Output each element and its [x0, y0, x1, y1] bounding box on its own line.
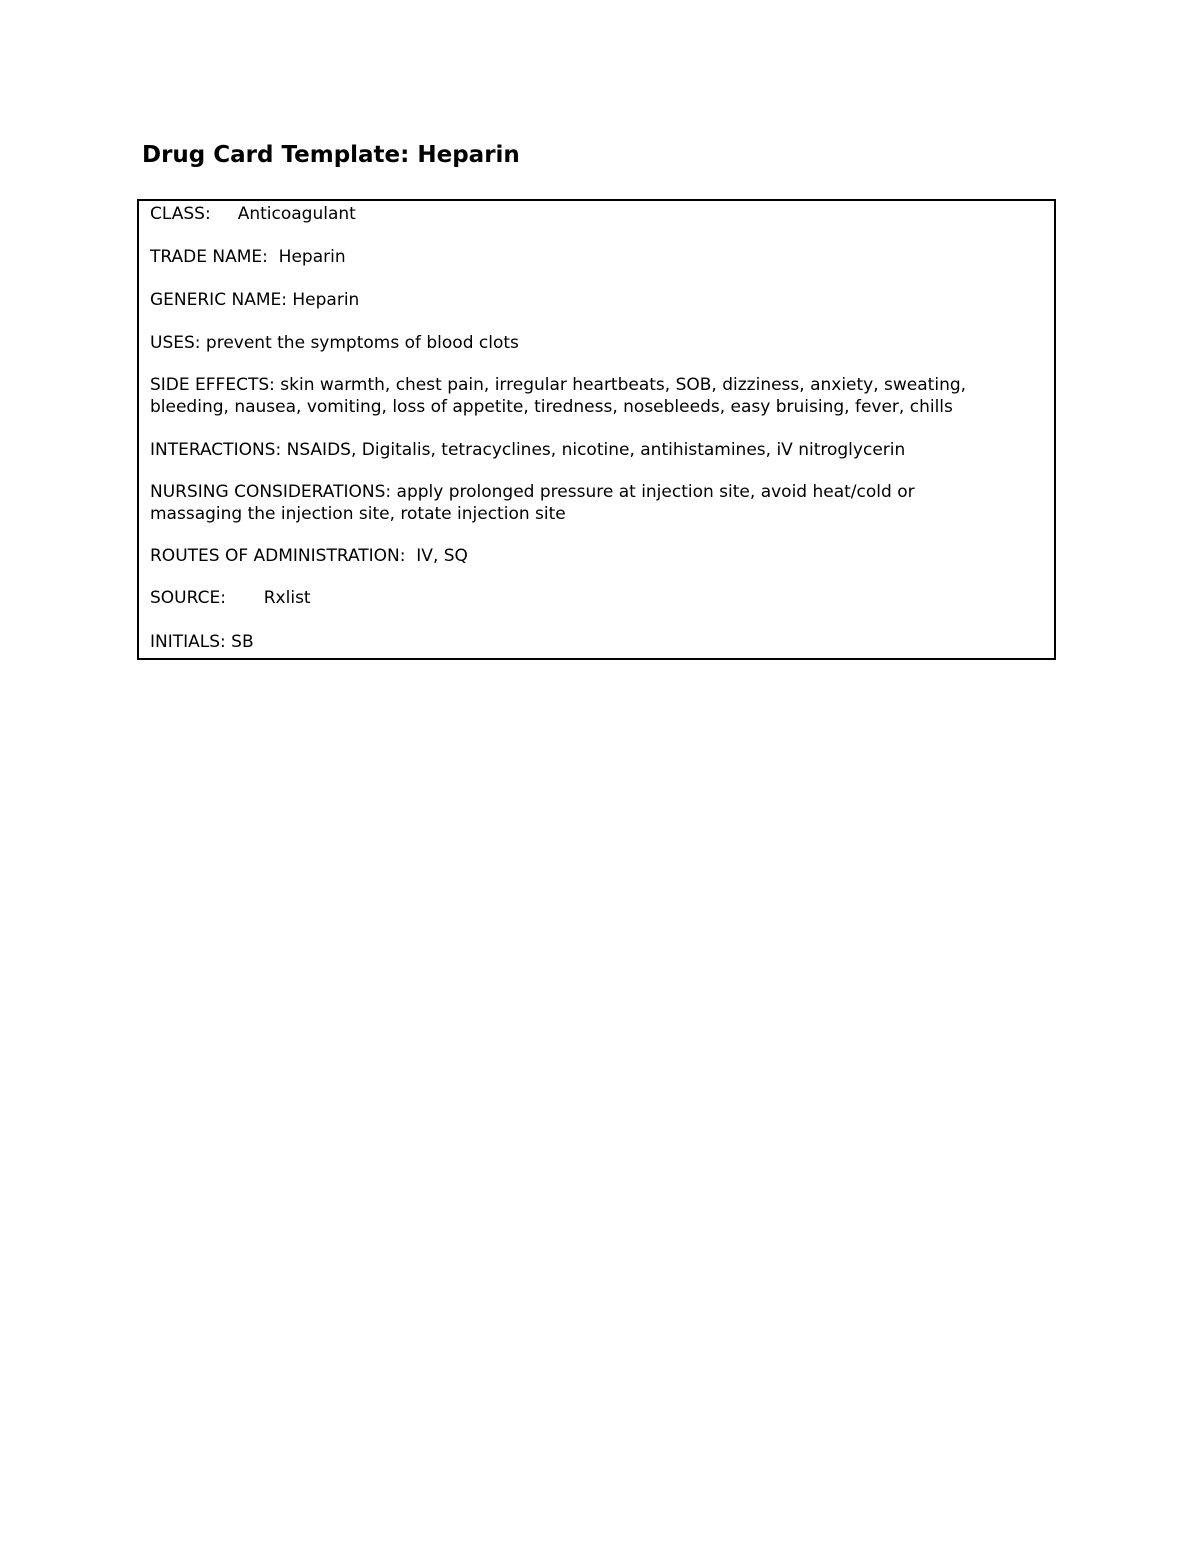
drug-card	[137, 199, 1056, 660]
generic-name-label: GENERIC NAME:	[150, 290, 287, 310]
uses-value: prevent the symptoms of blood clots	[205, 333, 519, 353]
routes-value: IV, SQ	[416, 546, 468, 566]
generic-name-value: Heparin	[292, 290, 360, 310]
field-routes	[150, 546, 1030, 568]
field-nursing-considerations	[150, 482, 1030, 525]
class-label: CLASS:	[150, 204, 211, 224]
routes-label: ROUTES OF ADMINISTRATION:	[150, 546, 406, 566]
field-interactions	[150, 440, 1030, 462]
trade-name-label: TRADE NAME:	[150, 247, 268, 267]
interactions-label: INTERACTIONS:	[150, 440, 282, 460]
nursing-considerations-value-1: apply prolonged pressure at injection site, avoid heat/cold or	[396, 482, 915, 502]
source-value: Rxlist	[263, 588, 311, 608]
nursing-considerations-value-2: massaging the injection site, rotate injection site	[150, 503, 566, 524]
side-effects-value-1: skin warmth, chest pain, irregular heartbeats, SOB, dizziness, anxiety, sweating,	[280, 375, 967, 395]
class-value: Anticoagulant	[237, 204, 356, 224]
field-class	[150, 204, 1030, 226]
field-uses	[150, 333, 1030, 355]
side-effects-line-1	[150, 375, 1030, 397]
field-side-effects	[150, 375, 1030, 418]
trade-name-value: Heparin	[278, 247, 346, 267]
uses-label: USES:	[150, 333, 201, 353]
field-generic-name	[150, 290, 1030, 312]
side-effects-label: SIDE EFFECTS:	[150, 375, 275, 395]
field-initials	[150, 632, 1030, 654]
side-effects-value-2: bleeding, nausea, vomiting, loss of appetite, tiredness, nosebleeds, easy bruising, fever, chills	[150, 396, 953, 417]
interactions-value: NSAIDS, Digitalis, tetracyclines, nicotine, antihistamines, iV nitroglycerin	[286, 440, 906, 460]
source-label: SOURCE:	[150, 588, 226, 608]
field-source	[150, 588, 1030, 610]
field-trade-name	[150, 247, 1030, 269]
initials-value: SB	[231, 632, 254, 652]
initials-label: INITIALS:	[150, 632, 226, 652]
nursing-considerations-label: NURSING CONSIDERATIONS:	[150, 482, 392, 502]
nursing-line-1	[150, 482, 1030, 504]
page-title: Drug Card Template: Heparin	[142, 142, 520, 168]
